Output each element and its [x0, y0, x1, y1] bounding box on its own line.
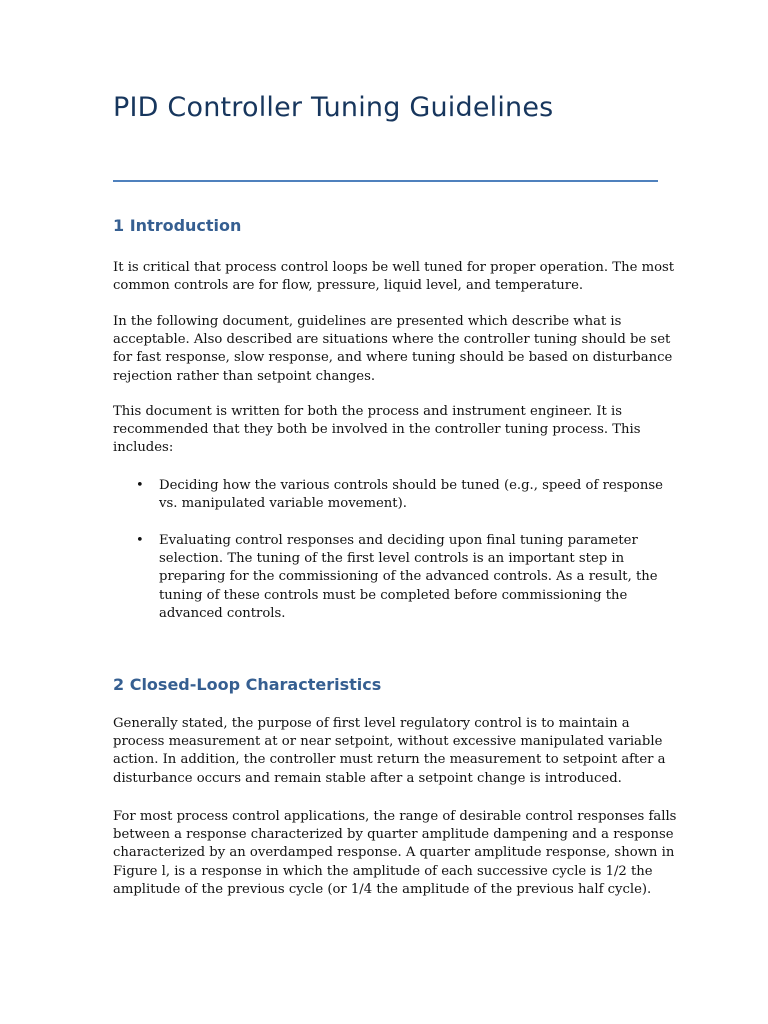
intro-paragraph-2: [113, 313, 672, 386]
bullet-marker: •: [136, 478, 144, 493]
text-line: advanced controls.: [159, 605, 286, 621]
text-line: Evaluating control responses and deciding upon final tuning parameter: [159, 533, 638, 548]
intro-paragraph-1: [113, 259, 674, 295]
text-line: recommended that they both be involved in the controller tuning process. This: [113, 422, 641, 438]
text-line: action. In addition, the controller must return the measurement to setpoint after a: [113, 752, 666, 768]
intro-paragraph-3: [113, 403, 641, 458]
section-heading-closed-loop-characteristics: 2 Closed-Loop Characteristics: [113, 675, 382, 694]
bullet-item-1: [159, 477, 663, 513]
closed-loop-paragraph-1: [113, 715, 666, 788]
text-line: rejection rather than setpoint changes.: [113, 368, 376, 384]
title-divider: [113, 180, 658, 182]
text-line: Figure l, is a response in which the amplitude of each successive cycle is 1/2 the: [113, 863, 653, 879]
document-title: PID Controller Tuning Guidelines: [113, 92, 554, 123]
text-line: disturbance occurs and remain stable after a setpoint change is introduced.: [113, 770, 622, 786]
text-line: For most process control applications, the range of desirable control responses falls: [113, 809, 677, 824]
text-line: It is critical that process control loops be well tuned for proper operation. The most: [113, 260, 675, 275]
closed-loop-paragraph-2: [113, 808, 676, 899]
text-line: includes:: [113, 440, 174, 456]
text-line: Deciding how the various controls should be tuned (e.g., speed of response: [159, 478, 663, 493]
text-line: for fast response, slow response, and where tuning should be based on disturbance: [113, 350, 673, 366]
text-line: preparing for the commissioning of the advanced controls. As a result, the: [159, 569, 658, 585]
text-line: characterized by an overdamped response. A quarter amplitude response, shown in: [113, 845, 675, 861]
text-line: Generally stated, the purpose of first level regulatory control is to maintain a: [113, 716, 630, 731]
text-line: acceptable. Also described are situations where the controller tuning should be set: [113, 332, 671, 348]
text-line: vs. manipulated variable movement).: [159, 496, 407, 512]
text-line: amplitude of the previous cycle (or 1/4 the amplitude of the previous half cycle).: [113, 881, 652, 897]
text-line: selection. The tuning of the first level controls is an important step in: [159, 551, 625, 567]
text-line: between a response characterized by quarter amplitude dampening and a response: [113, 827, 674, 843]
bullet-item-2: [159, 532, 658, 623]
text-line: process measurement at or near setpoint, without excessive manipulated variable: [113, 734, 663, 750]
text-line: tuning of these controls must be completed before commissioning the: [159, 587, 628, 603]
text-line: This document is written for both the process and instrument engineer. It is: [113, 404, 623, 419]
section-heading-introduction: 1 Introduction: [113, 216, 242, 235]
text-line: In the following document, guidelines are presented which describe what is: [113, 314, 622, 329]
bullet-marker: •: [136, 533, 144, 548]
text-line: common controls are for flow, pressure, liquid level, and temperature.: [113, 278, 584, 294]
